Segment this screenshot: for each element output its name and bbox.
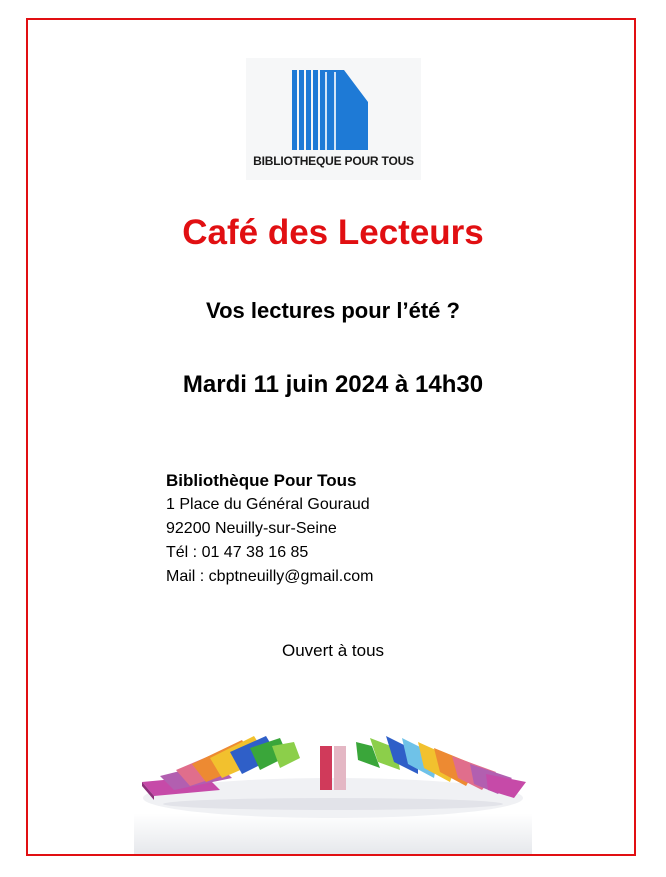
- phone-number: Tél : 01 47 38 16 85: [166, 544, 309, 561]
- address-block: [166, 469, 566, 589]
- street-address: 1 Place du Général Gouraud: [166, 496, 370, 513]
- library-logo: [246, 58, 421, 180]
- event-date: Mardi 11 juin 2024 à 14h30: [182, 371, 484, 398]
- event-title: Café des Lecteurs: [182, 213, 484, 252]
- library-building-icon: [246, 58, 421, 154]
- event-subtitle: Vos lectures pour l’été ?: [206, 298, 460, 323]
- email-address: Mail : cbptneuilly@gmail.com: [166, 568, 374, 585]
- books-fan-image: [134, 718, 532, 854]
- open-to-all-note: Ouvert à tous: [281, 641, 385, 660]
- logo-text: BIBLIOTHEQUE POUR TOUS: [253, 154, 414, 168]
- library-name: Bibliothèque Pour Tous: [166, 471, 357, 490]
- city-address: 92200 Neuilly-sur-Seine: [166, 520, 337, 537]
